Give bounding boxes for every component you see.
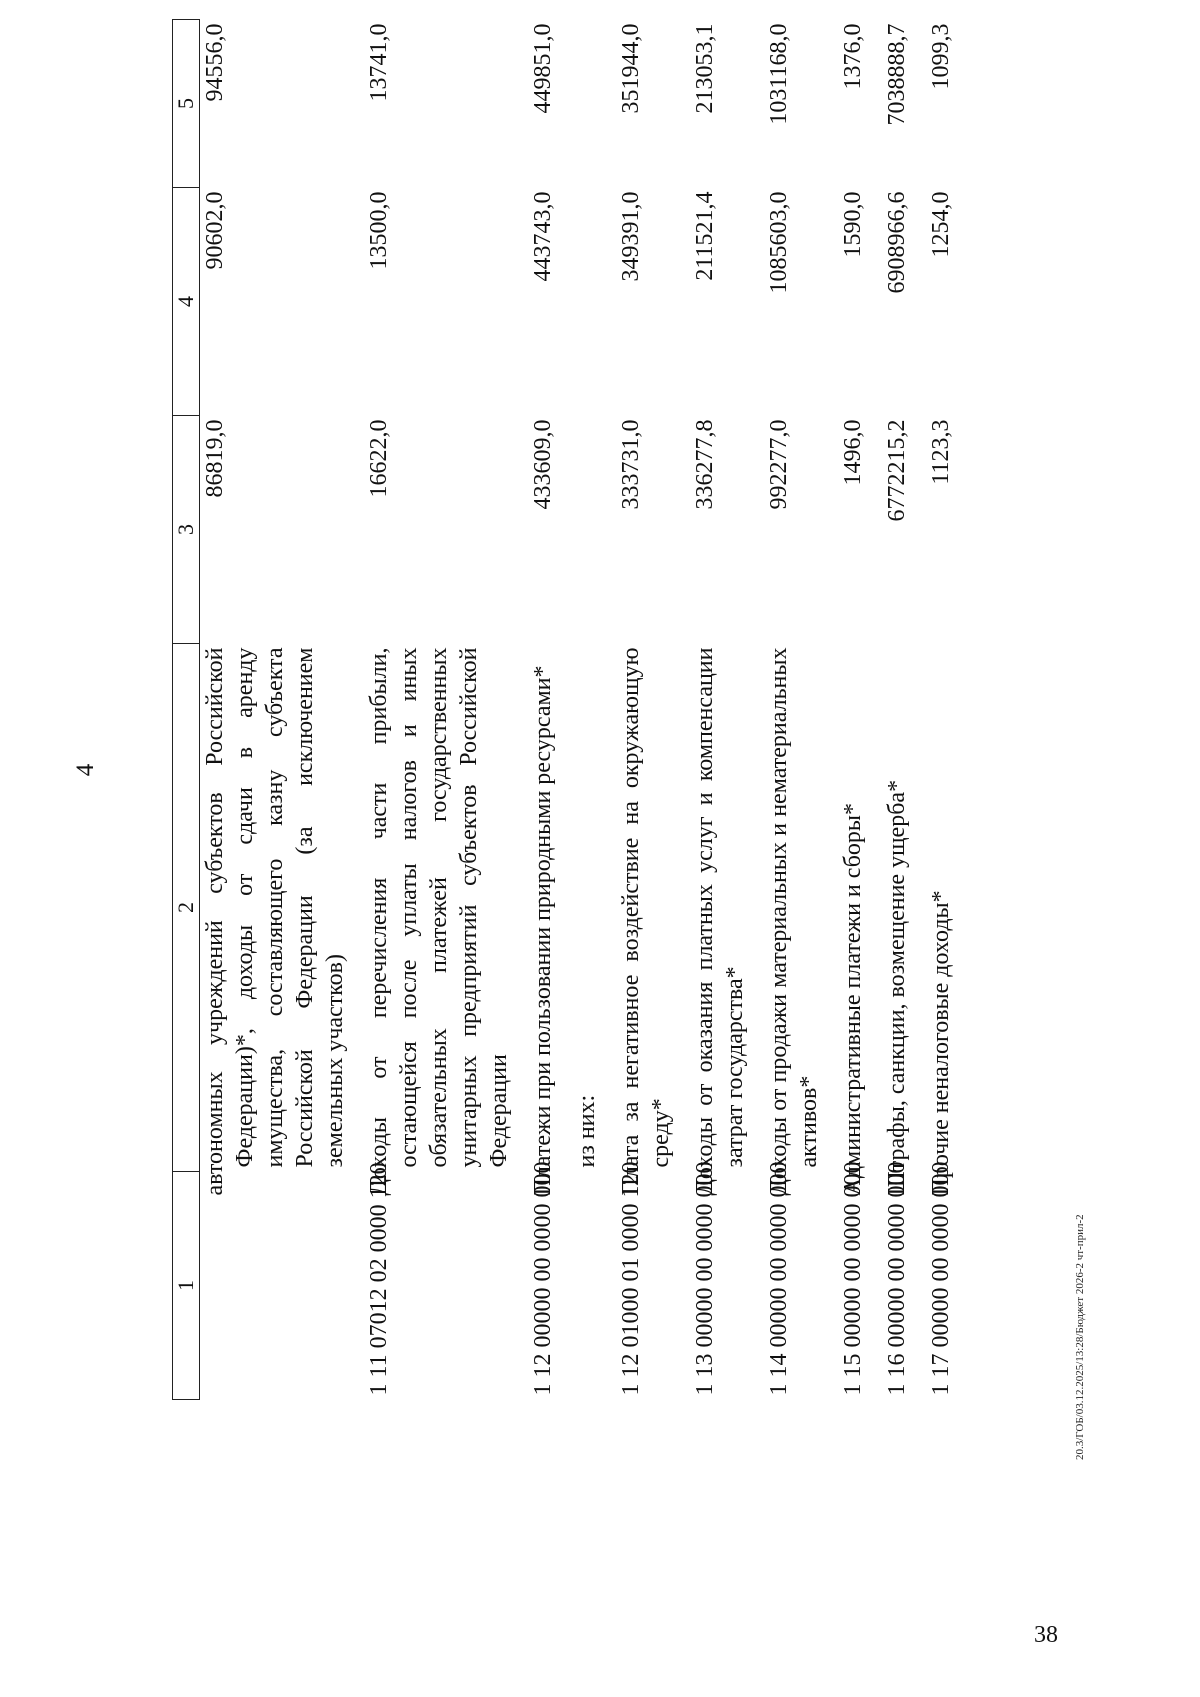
row-value-col5: 351944,0 xyxy=(618,23,644,114)
row-code xyxy=(572,1172,602,1400)
row-value-col5: 449851,0 xyxy=(530,23,556,114)
row-value-col4: 1085603,0 xyxy=(766,191,792,294)
table-row xyxy=(690,20,750,1400)
row-value-col3 xyxy=(572,416,602,644)
table-row xyxy=(882,20,912,1400)
table-header-row xyxy=(173,20,200,1400)
row-description: Прочие неналоговые доходы* xyxy=(928,890,954,1196)
header-col-5: 5 xyxy=(173,20,200,188)
row-code: 1 12 01000 01 0000 120 xyxy=(618,1161,644,1396)
row-value-col4: 90602,0 xyxy=(202,191,228,270)
row-value-col3: 86819,0 xyxy=(202,419,228,498)
table-row xyxy=(926,20,956,1400)
row-description: автономных учреждений субъектов Российской Федерации)*, доходы от сдачи в аренду имущества, составляющего казну субъекта Российской Федерации (за исключением земельных участков) xyxy=(202,647,348,1196)
row-description: Штрафы, санкции, возмещение ущерба* xyxy=(884,779,910,1196)
row-description: Доходы от оказания платных услуг и компенсации затрат государства* xyxy=(692,647,748,1196)
row-code: 1 11 07012 02 0000 120 xyxy=(366,1162,392,1396)
row-value-col5: 94556,0 xyxy=(202,23,228,102)
row-code xyxy=(200,1172,351,1400)
row-code: 1 17 00000 00 0000 000 xyxy=(928,1161,954,1396)
row-value-col4: 1590,0 xyxy=(840,191,866,258)
row-value-col5: 213053,1 xyxy=(692,23,718,114)
row-description: из них: xyxy=(574,1094,600,1168)
header-col-1: 1 xyxy=(173,1172,200,1400)
row-code: 1 16 00000 00 0000 000 xyxy=(884,1161,910,1396)
row-code: 1 12 00000 00 0000 000 xyxy=(530,1161,556,1396)
table-row xyxy=(200,20,351,1400)
row-value-col5: 1376,0 xyxy=(840,23,866,90)
row-description: Доходы от перечисления части прибыли, остающейся после уплаты налогов и иных обязательных платежей государственных унитарных предприятий субъектов Российской Федерации xyxy=(366,647,512,1196)
row-value-col4 xyxy=(572,188,602,416)
row-value-col4: 443743,0 xyxy=(530,191,556,282)
rotated-content xyxy=(72,0,1052,1420)
table-row xyxy=(838,20,868,1400)
header-col-4: 4 xyxy=(173,188,200,416)
row-value-col5 xyxy=(572,20,602,188)
row-value-col4: 13500,0 xyxy=(366,191,392,270)
margin-note-text: 20.3/ГОБ/03.12.2025/13:28/Бюджет 2026-2 чт-прил-2 xyxy=(1074,1214,1086,1460)
row-value-col4: 6908966,6 xyxy=(884,191,910,294)
row-code: 1 15 00000 00 0000 000 xyxy=(840,1161,866,1396)
row-description: Административные платежи и сборы* xyxy=(840,802,866,1196)
row-value-col3: 16622,0 xyxy=(366,419,392,498)
row-value-col3: 992277,0 xyxy=(766,419,792,510)
row-value-col3: 1123,3 xyxy=(928,419,954,485)
table-row xyxy=(572,20,602,1400)
row-value-col3: 336277,8 xyxy=(692,419,718,510)
header-col-2: 2 xyxy=(173,644,200,1172)
row-value-col3: 333731,0 xyxy=(618,419,644,510)
page-number: 38 xyxy=(1034,1622,1058,1648)
row-value-col5: 13741,0 xyxy=(366,23,392,102)
row-value-col5: 7038888,7 xyxy=(884,23,910,126)
table-row xyxy=(364,20,514,1400)
row-value-col4: 1254,0 xyxy=(928,191,954,258)
table-row xyxy=(616,20,676,1400)
header-col-3: 3 xyxy=(173,416,200,644)
row-description: Доходы от продажи материальных и нематериальных активов* xyxy=(766,647,822,1196)
row-value-col5: 1031168,0 xyxy=(766,23,792,125)
row-code: 1 14 00000 00 0000 000 xyxy=(766,1161,792,1396)
row-value-col4: 211521,4 xyxy=(692,191,718,281)
row-value-col3: 1496,0 xyxy=(840,419,866,486)
row-value-col3: 6772215,2 xyxy=(884,419,910,522)
row-value-col3: 433609,0 xyxy=(530,419,556,510)
section-number: 4 xyxy=(72,763,99,777)
row-description: Плата за негативное воздействие на окружающую среду* xyxy=(618,647,674,1196)
row-value-col4: 349391,0 xyxy=(618,191,644,282)
row-code: 1 13 00000 00 0000 000 xyxy=(692,1161,718,1396)
budget-table xyxy=(172,19,956,1400)
row-value-col5: 1099,3 xyxy=(928,23,954,90)
document-margin-note xyxy=(1074,400,1098,1460)
table-row xyxy=(528,20,558,1400)
row-description: Платежи при пользовании природными ресурсами* xyxy=(530,665,556,1196)
table-row xyxy=(764,20,824,1400)
